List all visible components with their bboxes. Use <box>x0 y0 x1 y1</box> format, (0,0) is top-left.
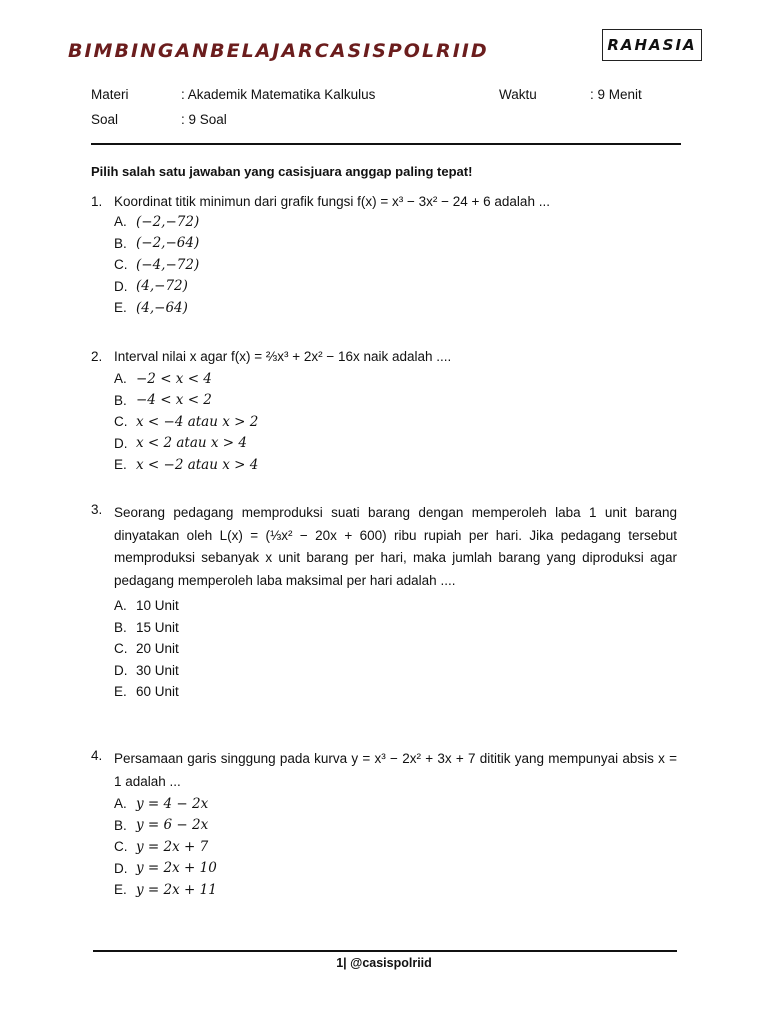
option-label: E. <box>114 300 127 316</box>
option-text: y = 4 − 2x <box>136 795 209 812</box>
option-text: x < −2 atau x > 4 <box>136 456 259 473</box>
instruction-text: Pilih salah satu jawaban yang casisjuara anggap paling tepat! <box>91 164 473 179</box>
option-b[interactable] <box>91 233 677 255</box>
waktu-value: : 9 Menit <box>590 87 642 102</box>
option-label: A. <box>114 214 127 230</box>
option-text: 15 Unit <box>136 619 179 635</box>
option-text: 10 Unit <box>136 598 179 614</box>
option-e[interactable] <box>91 454 677 476</box>
option-b[interactable] <box>91 815 677 837</box>
option-label: D. <box>114 860 128 876</box>
option-a[interactable] <box>91 595 677 617</box>
question-text: Seorang pedagang memproduksi suati barang dengan memperoleh laba 1 unit barang dinyatakan oleh L(x) = (⅓x² − 20x + 600) ribu rupiah per hari. Jika pedagang tersebut memproduksi sebanyak x unit barang per hari, maka jumlah barang yang diproduksi agar pedagang memperoleh laba maksimal per hari adalah .... <box>114 505 677 588</box>
option-text: (−2,−64) <box>136 235 200 252</box>
option-b[interactable] <box>91 617 677 639</box>
waktu-label: Waktu <box>499 87 537 102</box>
option-c[interactable] <box>91 254 677 276</box>
option-text: y = 2x + 10 <box>136 860 217 877</box>
option-label: A. <box>114 796 127 812</box>
option-text: y = 6 − 2x <box>136 817 209 834</box>
option-c[interactable] <box>91 411 677 433</box>
page-footer: 1| @casispolriid <box>336 956 432 970</box>
option-label: A. <box>114 371 127 387</box>
option-a[interactable] <box>91 793 677 815</box>
question-3 <box>91 502 677 703</box>
option-text: (4,−72) <box>136 278 188 295</box>
option-label: E. <box>114 457 127 473</box>
soal-label: Soal <box>91 112 119 127</box>
option-e[interactable] <box>91 879 677 901</box>
option-d[interactable] <box>91 660 677 682</box>
soal-value: : 9 Soal <box>181 112 227 127</box>
question-1 <box>91 194 677 319</box>
option-text: (−2,−72) <box>136 213 200 230</box>
option-text: 20 Unit <box>136 641 179 657</box>
option-d[interactable] <box>91 433 677 455</box>
option-text: −2 < x < 4 <box>136 370 212 387</box>
option-a[interactable] <box>91 211 677 233</box>
question-4 <box>91 748 677 901</box>
option-label: C. <box>114 414 128 430</box>
option-text: y = 2x + 7 <box>136 838 209 855</box>
option-label: E. <box>114 684 127 700</box>
brand-logo: BIMBINGANBELAJARCASISPOLRIID <box>68 40 489 62</box>
question-number: 2. <box>91 349 103 364</box>
option-label: E. <box>114 882 127 898</box>
option-text: 60 Unit <box>136 684 179 700</box>
question-text: Koordinat titik minimun dari grafik fungsi f(x) = x³ − 3x² − 24 + 6 adalah ... <box>114 194 550 209</box>
question-number: 1. <box>91 194 103 209</box>
question-2 <box>91 349 677 476</box>
question-text: Interval nilai x agar f(x) = ⅔x³ + 2x² − 16x naik adalah .... <box>114 349 452 364</box>
question-number: 4. <box>91 748 103 763</box>
header-divider <box>91 143 681 145</box>
option-c[interactable] <box>91 836 677 858</box>
option-label: B. <box>114 817 127 833</box>
option-b[interactable] <box>91 390 677 412</box>
option-label: D. <box>114 435 128 451</box>
materi-label: Materi <box>91 87 129 102</box>
option-text: x < −4 atau x > 2 <box>136 413 259 430</box>
option-e[interactable] <box>91 297 677 319</box>
option-text: y = 2x + 11 <box>136 881 217 898</box>
option-label: C. <box>114 257 128 273</box>
question-text: Persamaan garis singgung pada kurva y = x³ − 2x² + 3x + 7 dititik yang mempunyai absis x = 1 adalah ... <box>114 751 677 789</box>
option-c[interactable] <box>91 638 677 660</box>
option-d[interactable] <box>91 276 677 298</box>
option-text: 30 Unit <box>136 662 179 678</box>
option-label: B. <box>114 392 127 408</box>
option-a[interactable] <box>91 368 677 390</box>
option-text: −4 < x < 2 <box>136 392 212 409</box>
confidential-stamp: RAHASIA <box>602 29 702 61</box>
option-label: A. <box>114 598 127 614</box>
option-label: B. <box>114 235 127 251</box>
question-number: 3. <box>91 502 103 517</box>
materi-value: : Akademik Matematika Kalkulus <box>181 87 376 102</box>
option-label: D. <box>114 278 128 294</box>
option-d[interactable] <box>91 858 677 880</box>
footer-divider <box>93 950 677 952</box>
option-label: B. <box>114 619 127 635</box>
option-e[interactable] <box>91 681 677 703</box>
option-text: (−4,−72) <box>136 256 200 273</box>
option-label: C. <box>114 641 128 657</box>
option-label: D. <box>114 662 128 678</box>
option-label: C. <box>114 839 128 855</box>
option-text: x < 2 atau x > 4 <box>136 435 247 452</box>
option-text: (4,−64) <box>136 299 188 316</box>
